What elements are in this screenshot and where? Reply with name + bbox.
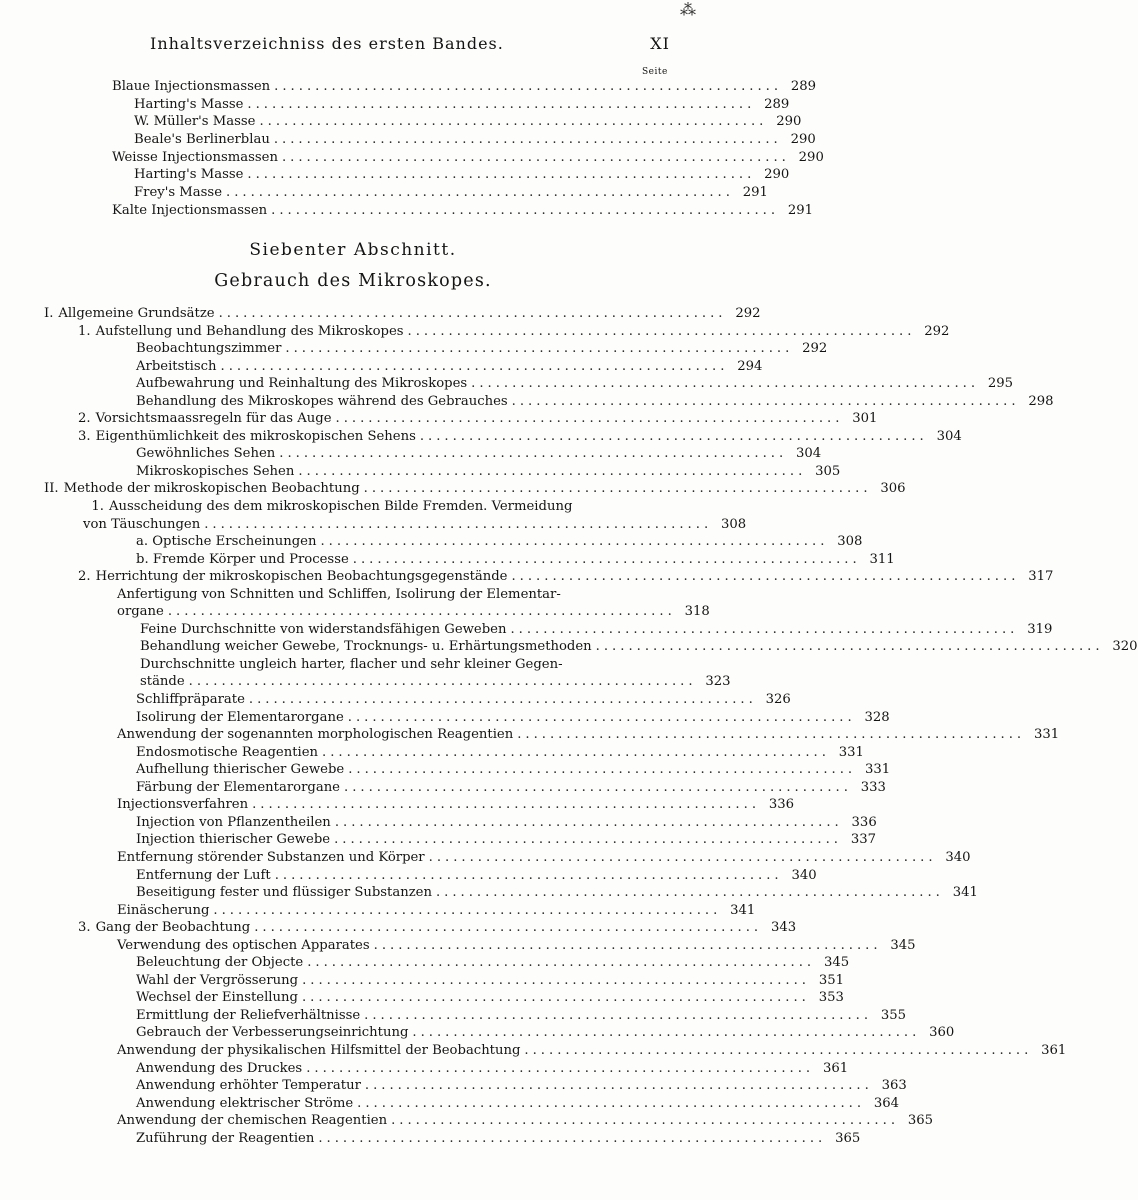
running-head-title: Inhaltsverzeichniss des ersten Bandes.	[150, 34, 504, 53]
running-head	[150, 34, 670, 53]
page-column-label: Seite	[642, 67, 668, 77]
toc-entry: Anwendung der sogenannten morphologischen Reagentien .............................................................. 331	[117, 727, 1060, 743]
toc-entry: Gewöhnliches Sehen .............................................................. 304	[136, 446, 822, 462]
toc-entry: Färbung der Elementarorgane .............................................................. 333	[136, 779, 886, 795]
toc-entry: 2. Vorsichtsmaassregeln für das Auge .............................................................. 301	[78, 411, 878, 427]
toc-entry: Beale's Berlinerblau .............................................................. 290	[134, 132, 816, 148]
toc-entry: Kalte Injectionsmassen .............................................................. 291	[112, 202, 814, 218]
toc-entry: 3. Eigenthümlichkeit des mikroskopischen Sehens .............................................................. 304	[78, 428, 962, 444]
toc-entry: Blaue Injectionsmassen .............................................................. 289	[112, 79, 817, 94]
toc-entry: Beleuchtung der Objecte .............................................................. 345	[136, 955, 850, 971]
section-title: Siebenter Abschnitt.	[249, 240, 457, 260]
toc-entry: Feine Durchschnitte von widerstandsfähigen Geweben .............................................................. 319	[140, 621, 1053, 637]
toc-entry: 2. Herrichtung der mikroskopischen Beobachtungsgegenstände .............................................................. 317	[78, 569, 1054, 585]
toc-entry: II. Methode der mikroskopischen Beobachtung .............................................................. 306	[44, 481, 906, 497]
toc-list	[0, 305, 1138, 1147]
toc-entry: Wahl der Vergrösserung .............................................................. 351	[136, 972, 844, 988]
toc-entry: Anfertigung von Schnitten und Schliffen, Isolirung der Elementar-	[117, 586, 561, 602]
page-number: XI	[650, 34, 670, 53]
toc-entry: Endosmotische Reagentien .............................................................. 331	[136, 744, 864, 760]
toc-entry: 1. Ausscheidung des dem mikroskopischen Bilde Fremden. Vermeidung	[91, 499, 573, 515]
toc-entry: Behandlung weicher Gewebe, Trocknungs- u. Erhärtungsmethoden .............................................................. 320	[140, 639, 1138, 655]
toc-entry: Durchschnitte ungleich harter, flacher und sehr kleiner Gegen-	[140, 656, 563, 672]
ink-speck-icon: ⁂	[680, 0, 696, 19]
toc-entry: Verwendung des optischen Apparates .............................................................. 345	[117, 937, 916, 953]
toc-entry: Isolirung der Elementarorgane .............................................................. 328	[136, 709, 890, 725]
toc-entry: I. Allgemeine Grundsätze .............................................................. 292	[44, 306, 761, 321]
toc-entry: Entfernung der Luft .............................................................. 340	[136, 867, 817, 883]
toc-entry: Ermittlung der Reliefverhältnisse .............................................................. 355	[136, 1007, 907, 1023]
toc-entry: Gebrauch der Verbesserungseinrichtung .............................................................. 360	[136, 1025, 955, 1041]
section-subtitle: Gebrauch des Mikroskopes.	[214, 271, 492, 291]
toc-entry: Wechsel der Einstellung .............................................................. 353	[136, 990, 844, 1006]
toc-entry: Arbeitstisch .............................................................. 294	[136, 358, 763, 374]
toc-entry: b. Fremde Körper und Processe .............................................................. 311	[136, 551, 895, 567]
toc-entry: Aufbewahrung und Reinhaltung des Mikroskopes .............................................................. 295	[136, 376, 1014, 392]
toc-entry: Injection thierischer Gewebe .............................................................. 337	[136, 832, 876, 848]
toc-entry: Harting's Masse .............................................................. 289	[134, 96, 790, 112]
toc-entry: Anwendung der chemischen Reagentien .............................................................. 365	[117, 1113, 934, 1129]
toc-entry: Beseitigung fester und flüssiger Substanzen .............................................................. 341	[136, 885, 978, 901]
toc-entry: Injection von Pflanzentheilen .............................................................. 336	[136, 814, 877, 830]
toc-entry: Anwendung elektrischer Ströme .............................................................. 364	[136, 1095, 900, 1111]
toc-entry-continuation: stände .............................................................. 323	[140, 674, 731, 690]
toc-entry: Weisse Injectionsmassen .............................................................. 290	[112, 149, 824, 165]
toc-entry: Zuführung der Reagentien .............................................................. 365	[136, 1130, 861, 1146]
toc-entry: Aufhellung thierischer Gewebe .............................................................. 331	[136, 762, 891, 778]
toc-entry: a. Optische Erscheinungen .............................................................. 308	[136, 534, 863, 550]
toc-entry: Mikroskopisches Sehen .............................................................. 305	[136, 463, 841, 479]
toc-entry-continuation: organe .............................................................. 318	[117, 604, 710, 620]
toc-entry: Entfernung störender Substanzen und Körper .............................................................. 340	[117, 849, 971, 865]
toc-entry: Beobachtungszimmer .............................................................. 292	[136, 341, 828, 357]
toc-entry-continuation: von Täuschungen .............................................................. 308	[83, 516, 747, 532]
toc-entry: Anwendung der physikalischen Hilfsmittel der Beobachtung .............................................................. 361	[117, 1042, 1067, 1058]
toc-entry: W. Müller's Masse .............................................................. 290	[134, 114, 802, 130]
toc-entry: Anwendung erhöhter Temperatur .............................................................. 363	[136, 1078, 907, 1094]
toc-entry: Frey's Masse .............................................................. 291	[134, 185, 768, 201]
toc-entry: 1. Aufstellung und Behandlung des Mikroskopes .............................................................. 292	[78, 323, 950, 339]
toc-entry: 3. Gang der Beobachtung .............................................................. 343	[78, 920, 797, 936]
toc-continued-list	[0, 78, 824, 220]
toc-entry: Harting's Masse .............................................................. 290	[134, 167, 790, 183]
toc-entry: Injectionsverfahren .............................................................. 336	[117, 797, 795, 813]
toc-entry: Behandlung des Mikroskopes während des Gebrauches .............................................................. 298	[136, 393, 1054, 409]
toc-entry: Schliffpräparate .............................................................. 326	[136, 692, 791, 708]
toc-entry: Einäscherung .............................................................. 341	[117, 902, 756, 918]
toc-entry: Anwendung des Druckes .............................................................. 361	[136, 1060, 849, 1076]
